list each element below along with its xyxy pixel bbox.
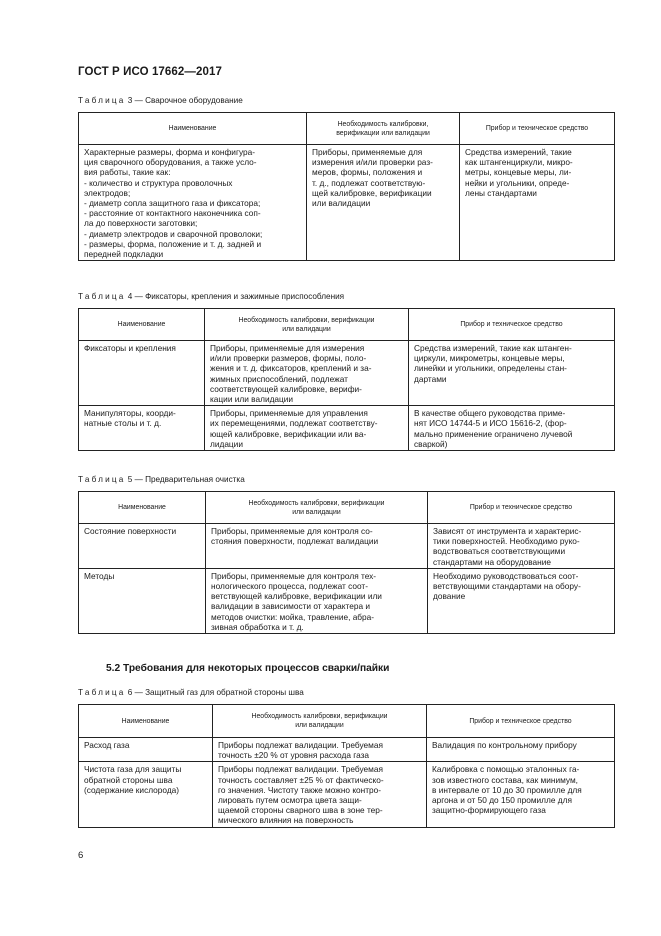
table-cell: Характерные размеры, форма и конфигура- ция сварочного оборудования, а также усло- вия работы, такие как: - количество и структура проволочных электродов; - диаметр сопла защитного газа и фиксатора; - расстояние от контактного наконечника соп- ла до поверхности заготовки; - диаметр электродов и сварочной проволоки; - размеры, форма, положение и т. д. задней и передней подкладки <box>79 145 307 261</box>
table5-header-need: Необходимость калибровки, верификации или валидации <box>206 492 428 524</box>
table4-header-device: Прибор и техническое средство <box>409 309 615 341</box>
table-cell: Необходимо руководствоваться соот- ветствующими стандартами на обору- дование <box>428 568 615 633</box>
table-cell: Приборы, применяемые для измерения и/или проверки размеров, формы, поло- жения и т. д. фиксаторов, креплений и за- жимных приспособлений, подлежат соответствующей калибровке, верифи- кации или валидации <box>205 341 409 406</box>
table-cell: В качестве общего руководства приме- нят ИСО 14744-5 и ИСО 15616-2, (фор- мально применение ограничено лучевой сваркой) <box>409 406 615 451</box>
table5-caption-text: 5 — Предварительная очистка <box>127 475 245 484</box>
table-row <box>79 341 615 406</box>
table-cell: Манипуляторы, коорди- натные столы и т. д. <box>79 406 205 451</box>
table-cell: Чистота газа для защиты обратной стороны шва (содержание кислорода) <box>79 762 213 827</box>
table5-header-name: Наименование <box>79 492 206 524</box>
table-row <box>79 406 615 451</box>
table4-header-name: Наименование <box>79 309 205 341</box>
table3-header-need: Необходимость калибровки, верификации или валидации <box>307 113 460 145</box>
table3-caption-label: Таблица <box>78 96 126 105</box>
table-cell: Расход газа <box>79 738 213 762</box>
table-cell: Приборы, применяемые для контроля со- стояния поверхности, подлежат валидации <box>206 524 428 569</box>
table4-caption-text: 4 — Фиксаторы, крепления и зажимные приспособления <box>127 292 345 301</box>
table6-header-name: Наименование <box>79 705 213 738</box>
page-number: 6 <box>78 850 84 861</box>
table-cell: Средства измерений, такие как штанген- циркули, микрометры, концевые меры, линейки и угольники, определены стан- дартами <box>409 341 615 406</box>
table-cell: Средства измерений, такие как штангенциркули, микро- метры, концевые меры, ли- нейки и угольники, опреде- лены стандартами <box>460 145 615 261</box>
table6 <box>78 704 615 828</box>
table-row <box>79 524 615 569</box>
table4 <box>78 308 615 451</box>
table-cell: Зависят от инструмента и характерис- тики поверхностей. Необходимо руко- водствоваться соответствующими стандартами на оборудование <box>428 524 615 569</box>
table5-caption <box>78 475 245 484</box>
table-cell: Приборы, применяемые для управления их перемещениями, подлежат соответству- ющей калибровке, верификации или ва- лидации <box>205 406 409 451</box>
section-title: 5.2 Требования для некоторых процессов сварки/пайки <box>106 663 390 674</box>
table-cell: Валидация по контрольному прибору <box>427 738 615 762</box>
table3-caption <box>78 96 243 105</box>
table-cell: Методы <box>79 568 206 633</box>
table-cell: Приборы подлежат валидации. Требуемая точность составляет ±25 % от фактическо- го значения. Чистоту также можно контро- лировать путем осмотра цвета защи- щаемой стороны сварного шва в зоне тер- мического влияния на поверхность <box>213 762 427 827</box>
table6-header-device: Прибор и техническое средство <box>427 705 615 738</box>
table-row <box>79 568 615 633</box>
table3-caption-text: 3 — Сварочное оборудование <box>127 96 243 105</box>
table3-header-name: Наименование <box>79 113 307 145</box>
table-row <box>79 145 615 261</box>
table-cell: Приборы подлежат валидации. Требуемая точность ±20 % от уровня расхода газа <box>213 738 427 762</box>
table6-caption <box>78 688 304 697</box>
table6-header-need: Необходимость калибровки, верификации или валидации <box>213 705 427 738</box>
table5 <box>78 491 615 634</box>
table-cell: Состояние поверхности <box>79 524 206 569</box>
table-row <box>79 738 615 762</box>
table4-caption-label: Таблица <box>78 292 126 301</box>
table-cell: Приборы, применяемые для контроля тех- нологического процесса, подлежат соот- ветствующей калибровке, верификации или валидации в зависимости от характера и методов очистки: мойка, травление, абра- зивная обработка и т. д. <box>206 568 428 633</box>
table4-caption <box>78 292 344 301</box>
table5-header-device: Прибор и техническое средство <box>428 492 615 524</box>
table3-header-device: Прибор и техническое средство <box>460 113 615 145</box>
table-cell: Фиксаторы и крепления <box>79 341 205 406</box>
table-cell: Приборы, применяемые для измерения и/или проверки раз- меров, формы, положения и т. д., подлежат соответствую- щей калибровке, верификации или валидации <box>307 145 460 261</box>
table6-caption-label: Таблица <box>78 688 126 697</box>
table-cell: Калибровка с помощью эталонных га- зов известного состава, как минимум, в интервале от 10 до 30 промилле для аргона и от 50 до 150 промилле для защитно-формирующего газа <box>427 762 615 827</box>
document-header: ГОСТ Р ИСО 17662—2017 <box>78 66 223 78</box>
table6-caption-text: 6 — Защитный газ для обратной стороны шва <box>127 688 304 697</box>
table4-header-need: Необходимость калибровки, верификации или валидации <box>205 309 409 341</box>
table-row <box>79 762 615 827</box>
table5-caption-label: Таблица <box>78 475 126 484</box>
table3 <box>78 112 615 261</box>
